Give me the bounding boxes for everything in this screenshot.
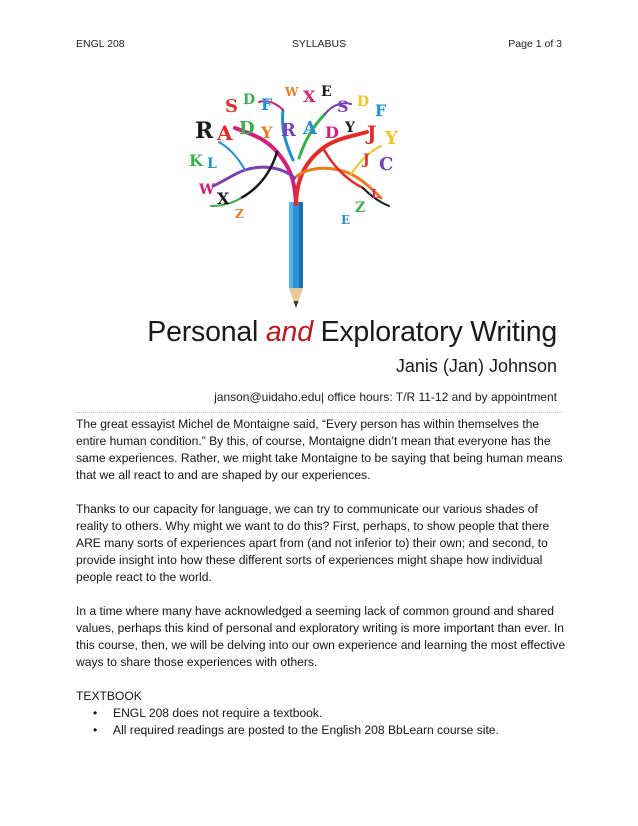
- svg-text:E: E: [341, 213, 351, 227]
- course-code: ENGL 208: [76, 38, 125, 50]
- contact-line: [214, 390, 557, 404]
- svg-text:W: W: [199, 182, 215, 198]
- list-item-text: ENGL 208 does not require a textbook.: [113, 706, 323, 720]
- instructor-email[interactable]: janson@uidaho.edu: [214, 390, 322, 404]
- svg-text:J: J: [367, 121, 377, 145]
- intro-paragraph: The great essayist Michel de Montaigne said, “Every person has within themselves the entire human condition.” By this, of course, Montaigne didn’t mean that everyone has the same experiences. Rather, we might take Montaigne to be saying that being human means that we all react to and are shaped by our experiences.: [76, 417, 563, 482]
- bullet-icon: •: [93, 723, 98, 737]
- svg-text:Y: Y: [345, 120, 355, 136]
- list-item: [76, 705, 566, 722]
- svg-text:D: D: [243, 92, 256, 108]
- svg-text:D: D: [357, 94, 370, 110]
- svg-text:X: X: [217, 189, 230, 208]
- svg-text:D: D: [325, 123, 339, 142]
- title-part-and: and: [265, 316, 313, 348]
- svg-text:L: L: [207, 156, 217, 172]
- textbook-heading: TEXTBOOK: [76, 689, 142, 703]
- svg-text:S: S: [225, 96, 238, 117]
- textbook-list: [76, 705, 566, 739]
- svg-text:Z: Z: [235, 207, 244, 221]
- svg-text:F: F: [375, 101, 387, 120]
- title-part-personal: Personal: [147, 316, 259, 348]
- list-item: [76, 722, 566, 739]
- svg-text:Y: Y: [385, 128, 398, 149]
- svg-text:R: R: [195, 118, 214, 144]
- title-part-exploratory: Exploratory Writing: [320, 316, 557, 348]
- bullet-icon: •: [93, 706, 98, 720]
- svg-text:Y: Y: [261, 123, 273, 142]
- svg-text:X: X: [303, 87, 316, 106]
- office-hours: office hours: T/R 11-12 and by appointment: [327, 390, 557, 404]
- syllabus-body: [76, 416, 566, 739]
- svg-text:Z: Z: [355, 200, 366, 216]
- course-purpose-paragraph: In a time where many have acknowledged a seeming lack of common ground and shared values, perhaps this kind of personal and exploratory writing is more important than ever. In this course, then, we will be delving into our own experience and learning the most effective ways to share those experiences with others.: [76, 604, 566, 669]
- language-paragraph: Thanks to our capacity for language, we can try to communicate our various shades of reality to others. Why might we want to do this? First, perhaps, to show people that there ARE many sorts of experiences apart from (and not inferior to) their own; and second, to provide insight into how these different sorts of experiences might shape how individual people react to the world.: [76, 502, 550, 584]
- course-title: [76, 316, 557, 349]
- contact-separator: |: [321, 390, 325, 404]
- svg-text:K: K: [189, 151, 203, 170]
- svg-text:E: E: [321, 84, 332, 100]
- tree-of-letters-pencil-icon: [185, 82, 407, 312]
- pencil-icon: [289, 202, 303, 308]
- page-number: Page 1 of 3: [508, 38, 562, 50]
- page-header: [76, 38, 562, 52]
- svg-text:J: J: [363, 152, 370, 168]
- svg-text:S: S: [337, 97, 349, 116]
- instructor-name: Janis (Jan) Johnson: [395, 356, 557, 376]
- svg-text:W: W: [285, 85, 299, 99]
- svg-text:D: D: [239, 118, 255, 139]
- svg-text:A: A: [217, 121, 233, 145]
- svg-text:R: R: [281, 120, 296, 141]
- svg-text:C: C: [379, 154, 394, 175]
- section-divider: [76, 412, 562, 413]
- svg-text:F: F: [261, 95, 273, 114]
- svg-text:A: A: [303, 118, 317, 139]
- svg-text:L: L: [371, 187, 380, 201]
- list-item-text: All required readings are posted to the English 208 BbLearn course site.: [113, 723, 499, 737]
- document-type: SYLLABUS: [291, 38, 347, 50]
